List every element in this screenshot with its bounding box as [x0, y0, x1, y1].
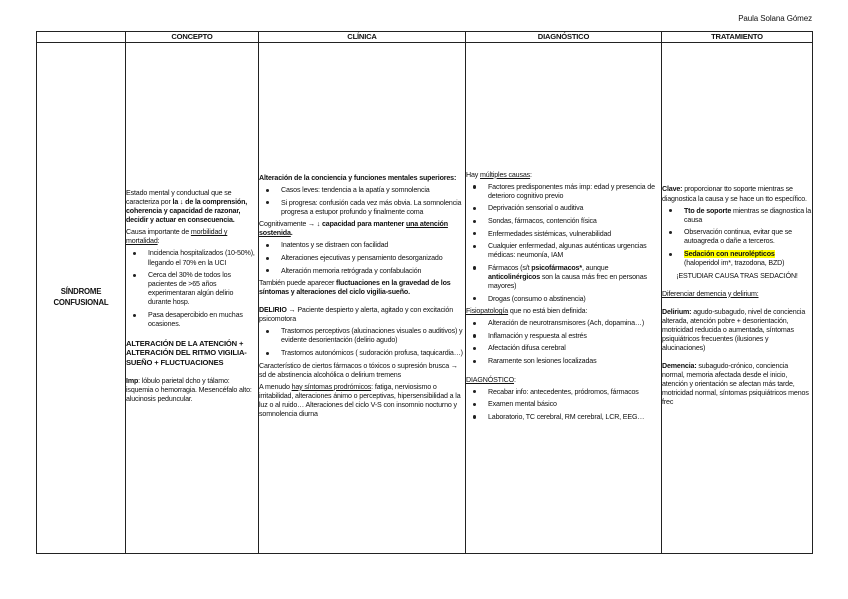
list-item: Incidencia hospitalizados (10-50%), llegando el 70% en la UCI [148, 249, 258, 267]
diag-dx-heading-text: DIAGNÓSTICO [466, 375, 515, 384]
concepto-imp [126, 377, 258, 404]
concepto-list [126, 249, 258, 329]
tratamiento-cell [662, 43, 813, 554]
clinica-prod-rest: : fatiga, nerviosismo o irritabilidad, alteraciones ánimo o perceptivas, hipersensibilidad a la luz o al ruido… Alteraciones del ciclo V-S con insomnio nocturno y somnolencia diurna [259, 382, 461, 419]
concepto-definition [126, 189, 258, 225]
concepto-imp-label: Imp [126, 376, 139, 385]
list-item: Trastornos perceptivos (alucinaciones visuales o auditivos) y evidente desorientación (delirio agudo) [281, 327, 465, 345]
trat-demencia-text: subagudo-crónico, conciencia normal, memoria afectada desde el inicio, atención y orientación se afectan más tarde, motricidad normal, síntomas psiquiátricos menos frec [662, 362, 809, 407]
row-label-line2: CONFUSIONAL [53, 298, 109, 307]
diagnostico-cell [466, 43, 662, 554]
clinica-list-2 [259, 241, 465, 275]
concepto-causa-underline: morbilidad y mortalidad [126, 228, 228, 246]
diag-dx-list [466, 388, 661, 422]
header-tratamiento: TRATAMIENTO [662, 32, 813, 43]
trat-soporte-text: mientras se diagnostica la causa [684, 206, 812, 224]
trat-delirium-label: Delirium: [662, 307, 692, 316]
list-item: Recabar info: antecedentes, pródromos, fármacos [488, 388, 661, 397]
diag-farm-aunque: , aunque [581, 263, 609, 272]
trat-list [662, 207, 812, 268]
clinica-fluct-text: También puede aparecer [259, 279, 336, 288]
list-item: Drogas (consumo o abstinencia) [488, 295, 661, 304]
clinica-cog-text: Cognitivamente → ↓ [259, 220, 322, 229]
trat-delirium [662, 308, 812, 353]
trat-soporte-bold: Tto de soporte [684, 206, 732, 215]
clinica-heading: Alteración de la conciencia y funciones mentales superiores: [259, 173, 457, 182]
trat-estudiar: ¡ESTUDIAR CAUSA TRAS SEDACIÓN! [676, 271, 798, 280]
header-concepto: CONCEPTO [126, 32, 259, 43]
summary-table [36, 31, 813, 554]
concepto-definition-text: Estado mental y conductual que se caracteriza por [126, 189, 232, 207]
diag-intro-colon: : [530, 170, 532, 179]
list-item: Inflamación y respuesta al estrés [488, 332, 661, 341]
list-item: Afectación difusa cerebral [488, 344, 661, 353]
clinica-prod-underline: hay síntomas prodrómicos [291, 382, 372, 391]
header-diagnostico: DIAGNÓSTICO [466, 32, 662, 43]
list-item: Casos leves: tendencia a la apatía y somnolencia [281, 186, 465, 195]
diag-fisio-list [466, 319, 661, 366]
row-label-line1: SÍNDROME [60, 287, 102, 297]
trat-delirium-text: agudo-subagudo, nivel de conciencia alterada, atención pobre + desorientación, motricidad reducida o aumentada, síntomas psiquiátricos frecuentes (ilusiones y alucinaciones) [662, 307, 806, 353]
trat-demencia-label: Demencia: [662, 362, 697, 371]
clinica-prodromicos [259, 383, 465, 419]
clinica-cog-bold: capacidad para mantener [322, 220, 406, 229]
trat-clave [662, 185, 812, 203]
clinica-cell [259, 43, 466, 554]
list-item: Raramente son lesiones localizadas [488, 357, 661, 366]
clinica-delirio-label: DELIRIO → [259, 306, 298, 315]
clinica-prod-text: A menudo [259, 382, 292, 391]
diag-farm-anticol: anticolinérgicos [488, 272, 540, 281]
diag-farm-text: Fármacos (s/t [488, 263, 532, 272]
concepto-causa-text: Causa importante de [126, 228, 191, 237]
diag-intro-underline: múltiples causas [480, 170, 531, 179]
list-item: Cualquier enfermedad, algunas auténticas urgencias médicas: neumonía, IAM [488, 242, 661, 260]
clinica-cog-underline: una atención sostenida [259, 220, 448, 238]
row-sindrome-confusional [37, 43, 813, 554]
diag-dx-colon: : [514, 375, 516, 384]
clinica-list-3 [259, 327, 465, 358]
trat-diferenciar: Diferenciar demencia y delirium: [662, 289, 759, 298]
clinica-list-1 [259, 186, 465, 217]
list-item: Si progresa: confusión cada vez más obvia. La somnolencia progresa a estupor profundo y finalmente coma [281, 199, 465, 217]
diag-causes-list [466, 183, 661, 304]
row-label [37, 43, 126, 554]
clinica-fluctuaciones [259, 279, 465, 297]
diag-intro-text: Hay [466, 170, 480, 179]
diag-farm-psico: psicofármacos* [531, 263, 582, 272]
list-item [488, 264, 661, 291]
list-item: Factores predisponentes más imp: edad y presencia de deterioro cognitivo previo [488, 183, 661, 201]
trat-clave-text: proporcionar tto soporte mientras se diagnostica la causa y se hace un tto específico. [662, 185, 807, 203]
list-item: Trastornos autonómicos ( sudoración profusa, taquicardia…) [281, 349, 465, 358]
header-clinica: CLÍNICA [259, 32, 466, 43]
diag-fisio-text: que no está bien definida: [508, 307, 588, 316]
concepto-definition-bold: la ↓ de la comprensión, coherencia y capacidad de razonar, decidir y actuar en consecuencia. [126, 198, 248, 225]
clinica-delirio-text: Paciente despierto y alerta, agitado y con excitación psicomotora [259, 306, 454, 324]
clinica-fluct-bold: fluctuaciones en la gravedad de los síntomas y alteraciones del ciclo vigilia-sueño. [259, 279, 451, 297]
diag-fisiopatologia [466, 307, 661, 316]
list-item: Alteración memoria retrógrada y confabulación [281, 267, 465, 276]
list-item: Laboratorio, TC cerebral, RM cerebral, LCR, EEG… [488, 413, 661, 422]
clinica-cognitivamente [259, 220, 465, 238]
list-item: Alteración de neurotransmisores (Ach, dopamina…) [488, 319, 661, 328]
list-item: Observación continua, evitar que se autoagreda o dañe a terceros. [684, 228, 812, 246]
list-item: Inatentos y se distraen con facilidad [281, 241, 465, 250]
list-item: Enfermedades sistémicas, vulnerabilidad [488, 230, 661, 239]
list-item: Deprivación sensorial o auditiva [488, 204, 661, 213]
diag-dx-heading [466, 376, 661, 385]
list-item [684, 207, 812, 225]
diag-intro [466, 171, 661, 180]
clinica-caracteristico: Característico de ciertos fármacos o tóxicos o supresión brusca → sd de abstinencia alcohólica o delirium tremens [259, 361, 458, 379]
header-row [37, 32, 813, 43]
list-item: Alteraciones ejecutivas y pensamiento desorganizado [281, 254, 465, 263]
concepto-causa [126, 228, 258, 246]
trat-demencia [662, 362, 812, 407]
concepto-caps-summary: ALTERACIÓN DE LA ATENCIÓN + ALTERACIÓN DEL RITMO VIGILIA-SUEÑO + FLUCTUACIONES [126, 338, 247, 368]
list-item: Pasa desapercibido en muchas ocasiones. [148, 311, 258, 329]
list-item: Sondas, fármacos, contención física [488, 217, 661, 226]
concepto-imp-text: : lóbulo parietal dcho y tálamo: isquemia o hemorragia. Mesencéfalo alto: alucinosis peduncular. [126, 376, 252, 403]
list-item: Cerca del 30% de todos los pacientes de >65 años experimentaran algún delirio durante hosp. [148, 271, 258, 307]
list-item [684, 250, 812, 268]
clinica-cog-period: . [290, 229, 293, 238]
diag-fisio-underline: Fisiopatología [466, 307, 509, 316]
header-empty [37, 32, 126, 43]
diag-farm-rest: son la causa más frec en personas mayores) [488, 272, 647, 290]
trat-sedacion-highlight: Sedación con neurolépticos [684, 249, 775, 258]
author-name: Paula Solana Gómez [738, 14, 812, 23]
clinica-delirio [259, 306, 465, 324]
list-item: Examen mental básico [488, 400, 661, 409]
concepto-cell [126, 43, 259, 554]
concepto-causa-colon: : [157, 237, 160, 246]
trat-clave-label: Clave: [662, 185, 683, 194]
trat-sedacion-text: (haloperidol im*, trazodona, BZD) [684, 259, 785, 268]
